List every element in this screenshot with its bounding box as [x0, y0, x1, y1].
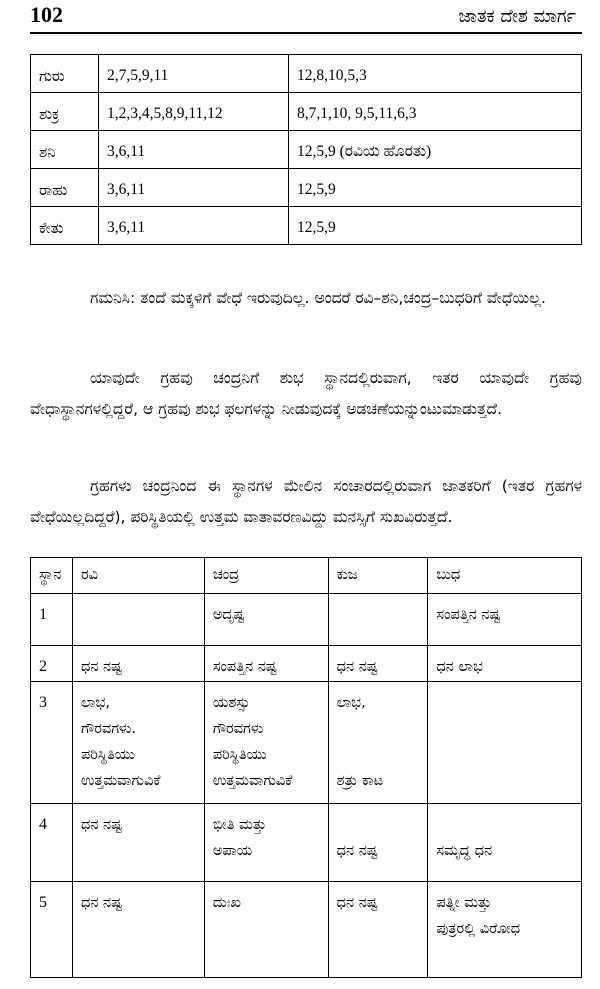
cell-line: ಸಮೃದ್ಧ ಧನ: [436, 843, 493, 859]
cell-line: ಪರಿಸ್ಥಿತಿಯು: [80, 747, 135, 763]
budha-cell: ಸಂಪತ್ತಿನ ನಷ್ಟ: [428, 594, 582, 646]
ravi-cell: ಧನ ನಷ್ಟ: [72, 882, 204, 978]
cell-line: ಪತ್ನೀ ಮತ್ತು: [436, 895, 492, 911]
column-header: ರವಿ: [72, 558, 204, 594]
planet-cell: ಕೇತು: [31, 207, 99, 245]
cell-line: ಉತ್ತಮವಾಗುವಿಕೆ: [212, 773, 293, 789]
budha-cell: [428, 682, 582, 804]
positions-cell: 3,6,11: [99, 131, 289, 169]
table-row: [31, 207, 582, 245]
kuja-cell: ಧನ ನಷ್ಟ: [328, 646, 428, 682]
chandra-cell: [204, 682, 328, 804]
kuja-cell: [328, 682, 428, 804]
table-row: [31, 646, 582, 682]
budha-cell: ಧನ ಲಾಭ: [428, 646, 582, 682]
running-title: ಜಾತಕ ದೇಶ ಮಾರ್ಗ: [458, 6, 576, 27]
vedha-positions-cell: 8,7,1,10, 9,5,11,6,3: [289, 93, 582, 131]
chandra-cell: [204, 804, 328, 882]
planet-cell: ರಾಹು: [31, 169, 99, 207]
column-header: ಕುಜ: [328, 558, 428, 594]
note-paragraph: ಗಮನಿಸಿ: ತಂದೆ ಮಕ್ಕಳಿಗೆ ವೇಧೆ ಇರುವುದಿಲ್ಲ. ಅಂದರೆ ರವಿ–ಶನಿ,ಚಂದ್ರ–ಬುಧರಿಗೆ ವೇಧೆಯಿಲ್ಲ.: [90, 289, 546, 307]
ravi-cell: [72, 682, 204, 804]
table-row: [31, 93, 582, 131]
ravi-cell: ಧನ ನಷ್ಟ: [72, 646, 204, 682]
table-row: [31, 131, 582, 169]
table-row: [31, 804, 582, 882]
cell-line: ಧನ ನಷ್ಟ: [336, 843, 378, 859]
column-header: ಸ್ಥಾನ: [31, 558, 73, 594]
cell-line: [337, 716, 420, 742]
kuja-cell: [328, 804, 428, 882]
ravi-cell: [72, 594, 204, 646]
vedha-positions-cell: 12,5,9 (ರವಿಯ ಹೊರತು): [289, 131, 582, 169]
chandra-cell: ದುಃಖ: [204, 882, 328, 978]
ravi-cell: ಧನ ನಷ್ಟ: [72, 804, 204, 882]
vedha-positions-cell: 12,8,10,5,3: [289, 55, 582, 93]
position-number: 4: [31, 804, 73, 882]
cell-line: ಶತ್ರು ಕಾಟ: [336, 773, 384, 789]
body-paragraph: ಯಾವುದೇ ಗ್ರಹವು ಚಂದ್ರನಿಗೆ ಶುಭ ಸ್ಥಾನದಲ್ಲಿರುವಾಗ, ಇತರ ಯಾವುದೇ ಗ್ರಹವು ವೇಧಾಸ್ಥಾನಗಳಲ್ಲಿದ್ದರೆ, ಆ ಗ್ರಹವು ಶುಭ ಫಲಗಳನ್ನು ನೀಡುವುದಕ್ಕೆ ಅಡಚಣೆಯನ್ನುಂಟುಮಾಡುತ್ತದೆ.: [30, 369, 582, 418]
cell-line: ಅಪಾಯ: [212, 843, 253, 859]
table-row: [31, 594, 582, 646]
position-number: 5: [31, 882, 73, 978]
kuja-cell: ಧನ ನಷ್ಟ: [328, 882, 428, 978]
cell-line: ಲಾಭ,: [80, 695, 111, 711]
positions-cell: 3,6,11: [99, 207, 289, 245]
planet-cell: ಶುಕ್ರ: [31, 93, 99, 131]
cell-line: ಪರಿಸ್ಥಿತಿಯು: [212, 747, 267, 763]
kuja-cell: [328, 594, 428, 646]
cell-line: ಭೀತಿ ಮತ್ತು: [212, 817, 267, 833]
table-row: [31, 55, 582, 93]
vedha-positions-cell: 12,5,9: [289, 207, 582, 245]
body-paragraph: ಗ್ರಹಗಳು ಚಂದ್ರನಿಂದ ಈ ಸ್ಥಾನಗಳ ಮೇಲಿನ ಸಂಚಾರದಲ್ಲಿರುವಾಗ ಜಾತಕರಿಗೆ (ಇತರ ಗ್ರಹಗಳ ವೇಧೆಯಿಲ್ಲದಿದ್ದರೆ), ಪರಿಸ್ಥಿತಿಯಲ್ಲಿ ಉತ್ತಮ ವಾತಾವರಣವಿದ್ದು ಮನಸ್ಸಿಗೆ ಸುಖವಿರುತ್ತದೆ.: [30, 477, 582, 526]
table-row: [31, 682, 582, 804]
cell-line: ಉತ್ತಮವಾಗುವಿಕೆ: [80, 773, 161, 789]
table-row: [31, 882, 582, 978]
chandra-cell: ಸಂಪತ್ತಿನ ನಷ್ಟ: [204, 646, 328, 682]
cell-line: [337, 742, 420, 768]
transit-effects-table: [30, 557, 582, 978]
header-rule: [30, 32, 582, 34]
planet-cell: ಗುರು: [31, 55, 99, 93]
column-header: ಚಂದ್ರ: [204, 558, 328, 594]
positions-cell: 3,6,11: [99, 169, 289, 207]
cell-line: ಗೌರವಗಳು.: [80, 721, 137, 737]
cell-line: ಯಶಸ್ಸು: [212, 695, 250, 711]
position-number: 2: [31, 646, 73, 682]
vedha-table: [30, 54, 582, 245]
positions-cell: 1,2,3,4,5,8,9,11,12: [99, 93, 289, 131]
planet-cell: ಶನಿ: [31, 131, 99, 169]
position-number: 1: [31, 594, 73, 646]
page-number: 102: [30, 2, 63, 27]
chandra-cell: ಅದೃಷ್ಟ: [204, 594, 328, 646]
cell-line: ಗೌರವಗಳು: [212, 721, 264, 737]
cell-line: [337, 812, 420, 838]
budha-cell: [428, 882, 582, 978]
table-header-row: [31, 558, 582, 594]
cell-line: ಲಾಭ,: [336, 695, 366, 711]
position-number: 3: [31, 682, 73, 804]
positions-cell: 2,7,5,9,11: [99, 55, 289, 93]
column-header: ಬುಧ: [428, 558, 582, 594]
vedha-positions-cell: 12,5,9: [289, 169, 582, 207]
cell-line: [436, 812, 573, 838]
table-row: [31, 169, 582, 207]
cell-line: ಪುತ್ರರಲ್ಲಿ ವಿರೋಧ: [436, 921, 521, 937]
budha-cell: [428, 804, 582, 882]
